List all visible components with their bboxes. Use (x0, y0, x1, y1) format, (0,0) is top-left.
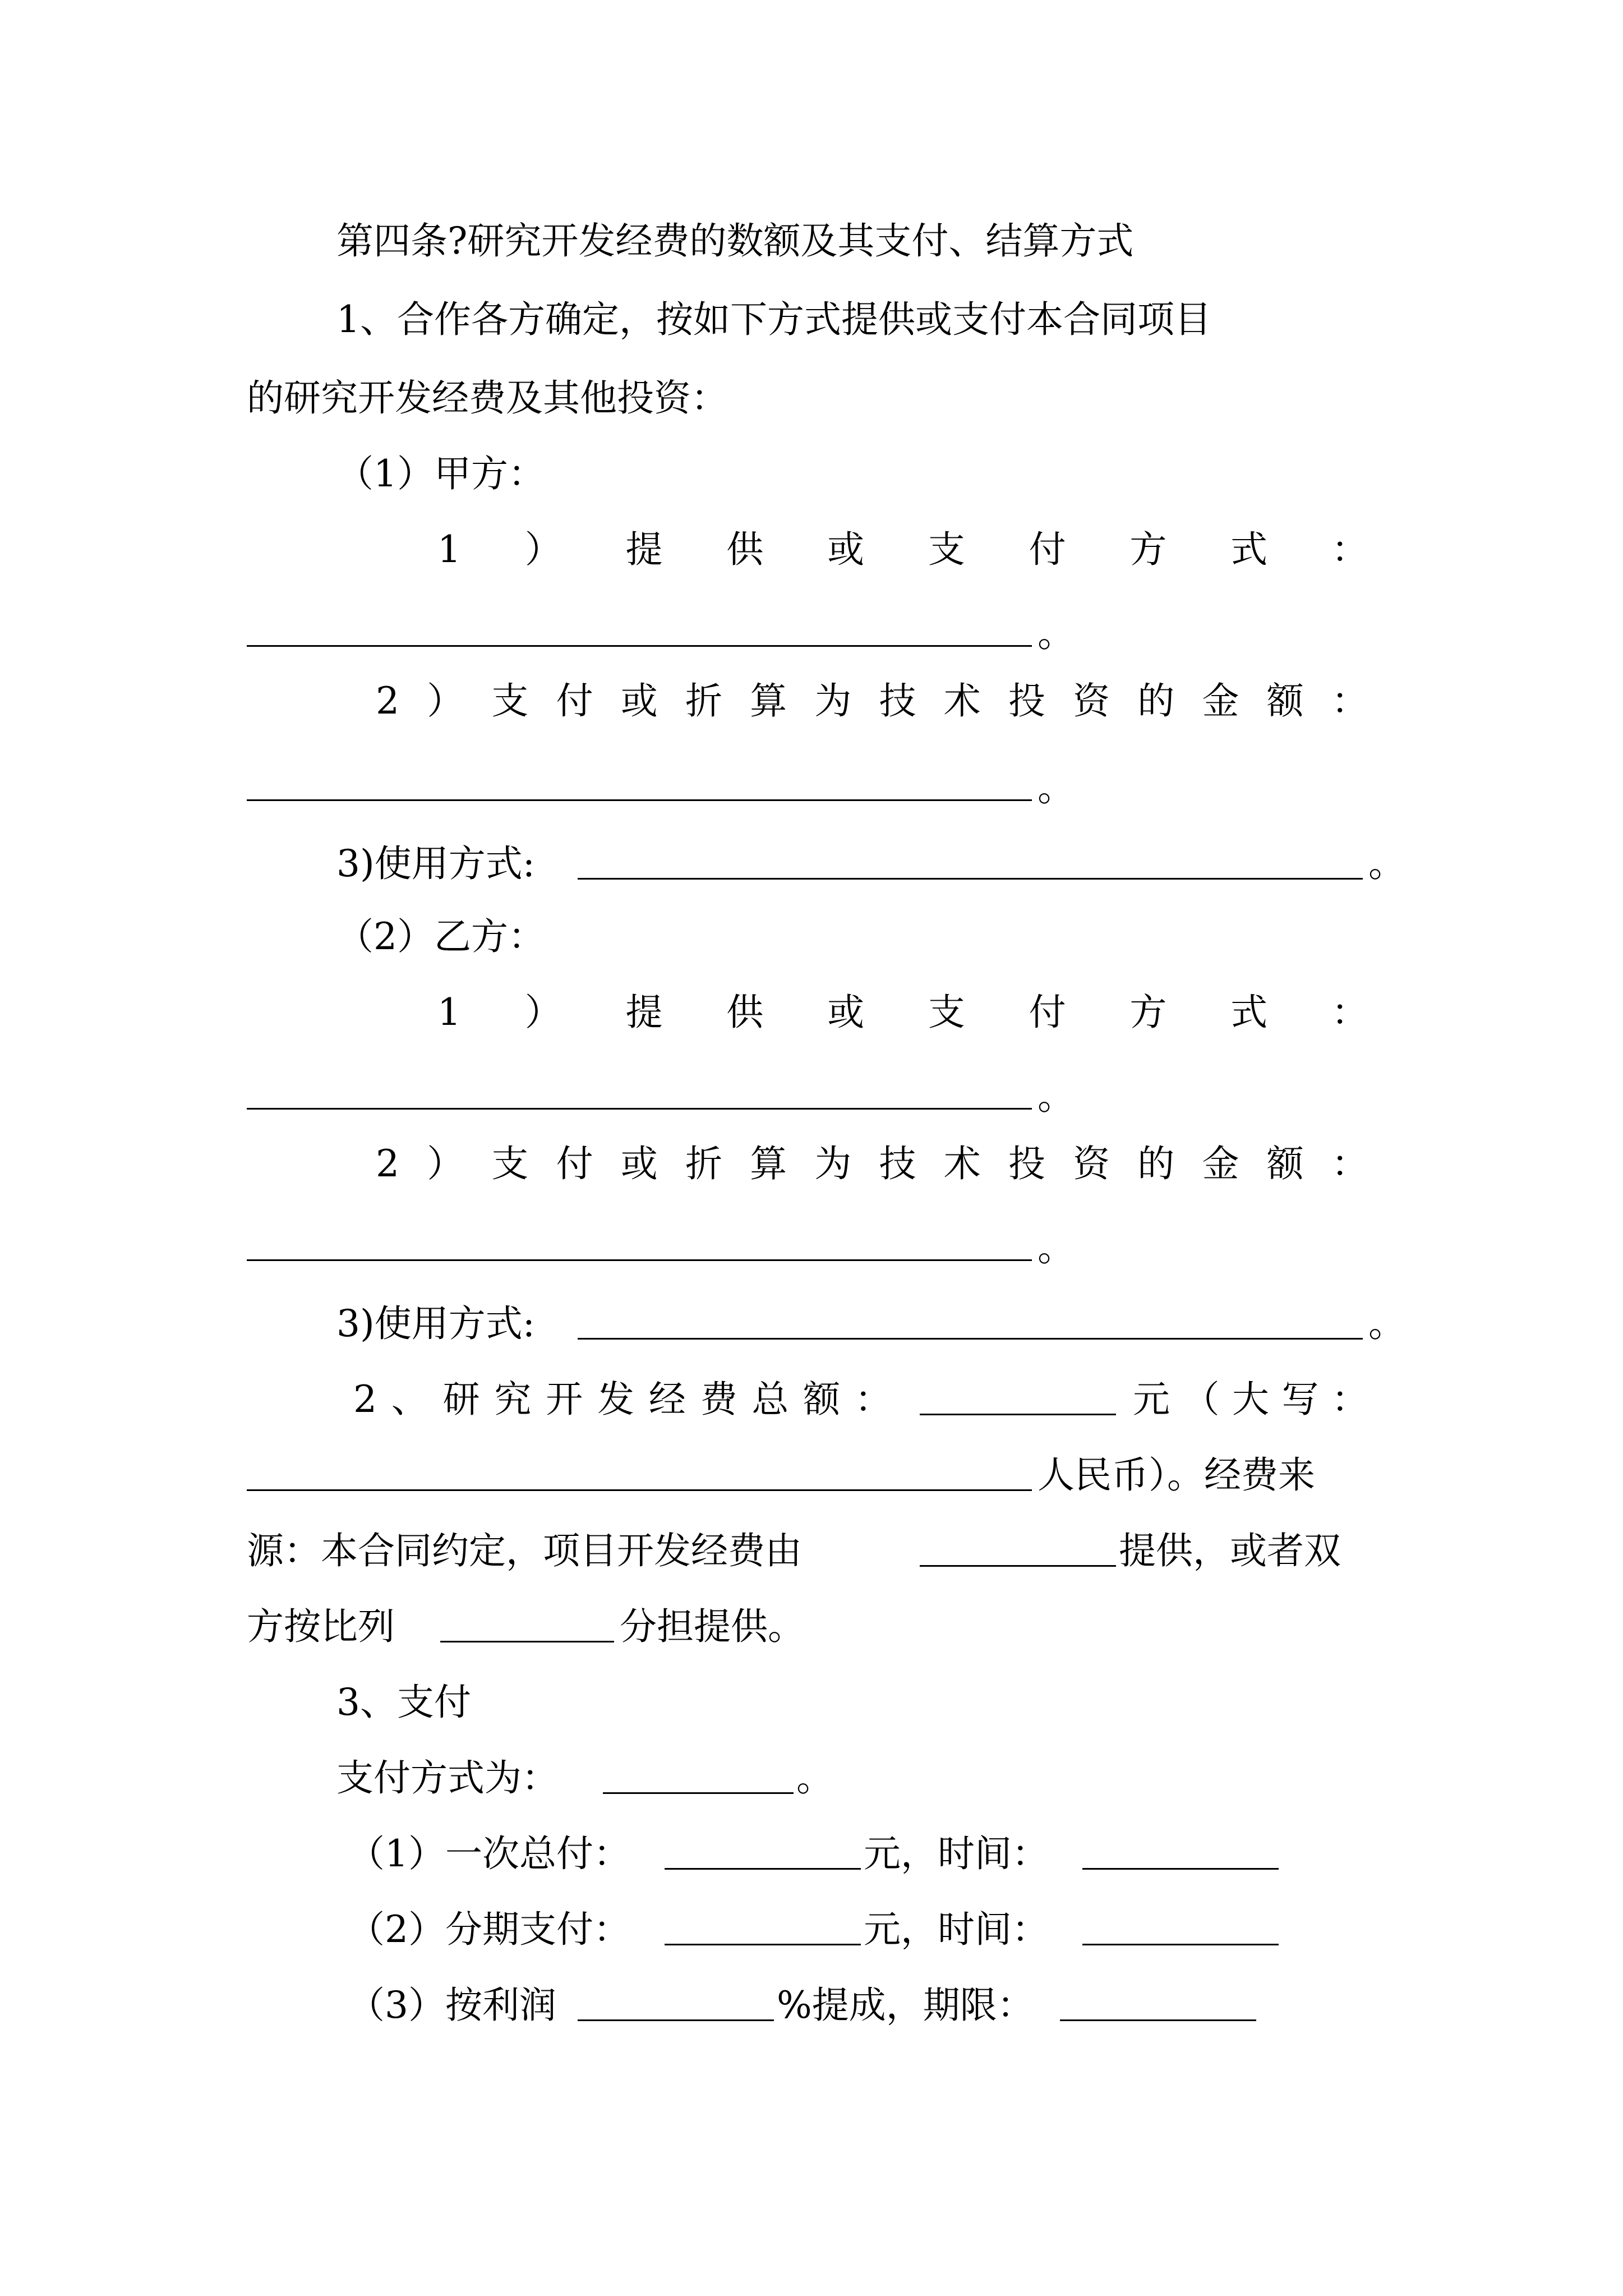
lump-sum-amount-blank[interactable] (665, 1868, 861, 1870)
party-a-method-blank[interactable] (247, 645, 1032, 647)
source-text-2: 提供，或者双 (1119, 1529, 1341, 1572)
profit-percent-blank[interactable] (578, 2019, 774, 2021)
clause1-line1: 1、合作各方确定，按如下方式提供或支付本合同项目 (336, 298, 1211, 341)
clause1-line2: 的研究开发经费及其他投资： (247, 376, 728, 420)
period-mark: 。 (1038, 1075, 1075, 1118)
payment-method-blank[interactable] (603, 1792, 794, 1794)
installment-time-blank[interactable] (1082, 1944, 1279, 1945)
party-b-label: （2）乙方： (336, 915, 545, 958)
percent-label: %提成，期限： (777, 1984, 1034, 2027)
use-label: 3)使用方式: (336, 1302, 535, 1345)
party-b-amount-label: 2 ） 支 付 或 折 算 为 技 术 投 资 的 金 额 ： (376, 1142, 1368, 1185)
daxie-amount-blank[interactable] (247, 1489, 1032, 1491)
party-b-use-row (336, 1299, 535, 1349)
installment-label: （2）分期支付： (348, 1908, 630, 1951)
period-mark: 。 (1038, 612, 1075, 655)
profit-label: （3）按利润 (348, 1984, 556, 2027)
party-a-label: （1）甲方： (336, 452, 545, 495)
share-ratio-blank[interactable] (440, 1641, 614, 1642)
period-mark: 。 (796, 1756, 833, 1800)
rmb-text: 人民币）。经费来 (1038, 1453, 1315, 1497)
payment-method-label: 支付方式为： (336, 1756, 559, 1800)
lump-sum-yuan-time: 元，时间： (864, 1832, 1049, 1875)
party-b-use-blank[interactable] (578, 1338, 1363, 1340)
profit-period-blank[interactable] (1060, 2019, 1256, 2021)
period-mark: 。 (1368, 1302, 1405, 1345)
article-title: 第四条?研究开发经费的数额及其支付、结算方式 (336, 219, 1134, 263)
period-mark: 。 (1038, 1226, 1075, 1269)
party-b-amount-blank[interactable] (247, 1259, 1032, 1261)
party-a-amount-blank[interactable] (247, 799, 1032, 801)
period-mark: 。 (1038, 766, 1075, 809)
share-text-1: 方按比列 (247, 1605, 395, 1648)
party-a-use-blank[interactable] (578, 878, 1363, 880)
party-b-method-blank[interactable] (247, 1108, 1032, 1110)
lump-sum-label: （1）一次总付： (348, 1832, 630, 1875)
total-amount-blank[interactable] (920, 1414, 1116, 1415)
payment-heading: 3、支付 (336, 1681, 471, 1724)
share-text-2: 分担提供。 (620, 1605, 805, 1648)
source-text-1: 源：本合同约定，项目开发经费由 (247, 1529, 802, 1572)
party-a-amount-label: 2 ） 支 付 或 折 算 为 技 术 投 资 的 金 额 ： (376, 679, 1368, 723)
installment-amount-blank[interactable] (665, 1944, 861, 1945)
period-mark: 。 (1368, 842, 1405, 885)
use-label: 3)使用方式: (336, 842, 535, 885)
party-a-use-row (336, 839, 535, 889)
lump-sum-time-blank[interactable] (1082, 1868, 1279, 1870)
source-provider-blank[interactable] (920, 1565, 1116, 1567)
installment-yuan-time: 元，时间： (864, 1908, 1049, 1951)
party-b-method-label: 1 ） 提 供 或 支 付 方 式 ： (437, 991, 1368, 1034)
total-label: 2 、 研 究 开 发 经 费 总 额 ： (353, 1378, 892, 1421)
yuan-daxie-label: 元 （ 大 写 ： (1133, 1378, 1368, 1421)
party-a-method-label: 1 ） 提 供 或 支 付 方 式 ： (437, 528, 1368, 571)
